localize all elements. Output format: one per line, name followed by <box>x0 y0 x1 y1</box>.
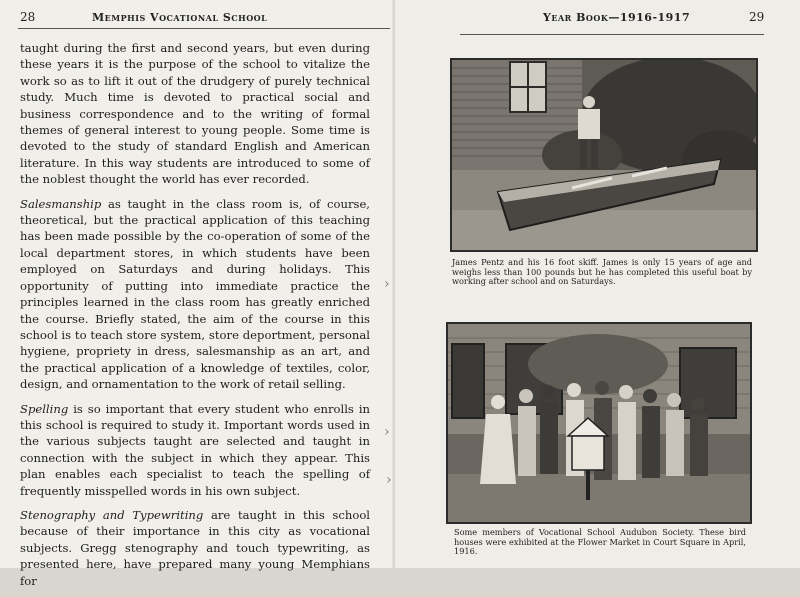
binding-mark-icon: › <box>384 424 390 440</box>
paragraph-text: is so important that every student who enrolls in this school is required to study it. Important words used in the various subjects taught are selected and taught in connection with the subject in which they appear. This plan enables each specialist to teach the spelling of frequently misspelled words in his own subject. <box>20 401 370 498</box>
binding-mark-icon: › <box>384 276 390 292</box>
right-running-head: Year Book—1916-1917 <box>543 11 691 24</box>
skiff-photo-caption: James Pentz and his 16 foot skiff. James is only 15 years of age and weighs less than 100 pounds but he has completed this useful boat by working after school and on Saturdays. <box>452 257 752 287</box>
paragraph-spelling <box>20 401 370 499</box>
paragraph-lead: Spelling <box>20 401 69 416</box>
paragraph-stenography <box>20 507 370 589</box>
paragraph-english <box>20 40 370 188</box>
paragraph-lead: Stenography and Typewriting <box>20 507 204 522</box>
right-header-rule <box>460 34 764 35</box>
left-running-head: Memphis Vocational School <box>92 11 268 24</box>
paragraph-text: are taught in this school because of their importance in this city as vocational subjects. Gregg stenography and touch typewriting, as presented here, have prepared many young Memphians for <box>20 507 371 588</box>
paragraph-text: taught during the first and second years, but even during these years it is the purpose of the school to vitalize the work so as to lift it out of the drudgery of purely technical study. Much time is devoted to practical social and business correspondence and to the writing of formal themes of general interest to young people. Some time is devoted to the study of standard English and American literature. In this way students are introduced to some of the noblest thought the world has ever recorded. <box>20 41 370 187</box>
left-body-text <box>20 40 370 597</box>
skiff-photo <box>450 58 758 252</box>
paragraph-text: as taught in the class room is, of course, theoretical, but the practical application of this teaching has been made possible by the co-operation of some of the local department stores, in which students have been employed on Saturdays and during holidays. This opportunity of putting into immediate practice the principles learned in the class room has greatly enriched the course. Briefly stated, the aim of the course in this school is to teach store system, store deportment, personal hygiene, propriety in dress, salesmanship as an art, and the practical application of a knowledge of textiles, color, design, and ornamentation to the work of retail selling. <box>20 196 370 392</box>
left-header-rule <box>18 28 390 29</box>
left-page <box>0 0 395 588</box>
paragraph-salesmanship <box>20 196 370 393</box>
audubon-photo-image <box>448 324 750 522</box>
audubon-photo-caption: Some members of Vocational School Audubon Society. These bird houses were exhibited at the Flower Market in Court Square in April, 1916. <box>454 527 746 557</box>
audubon-photo <box>446 322 752 524</box>
paragraph-lead: Salesmanship <box>20 196 102 211</box>
skiff-photo-image <box>452 60 756 250</box>
right-page-number: 29 <box>749 10 765 24</box>
binding-mark-icon: › <box>386 472 392 488</box>
left-page-number: 28 <box>20 10 36 24</box>
